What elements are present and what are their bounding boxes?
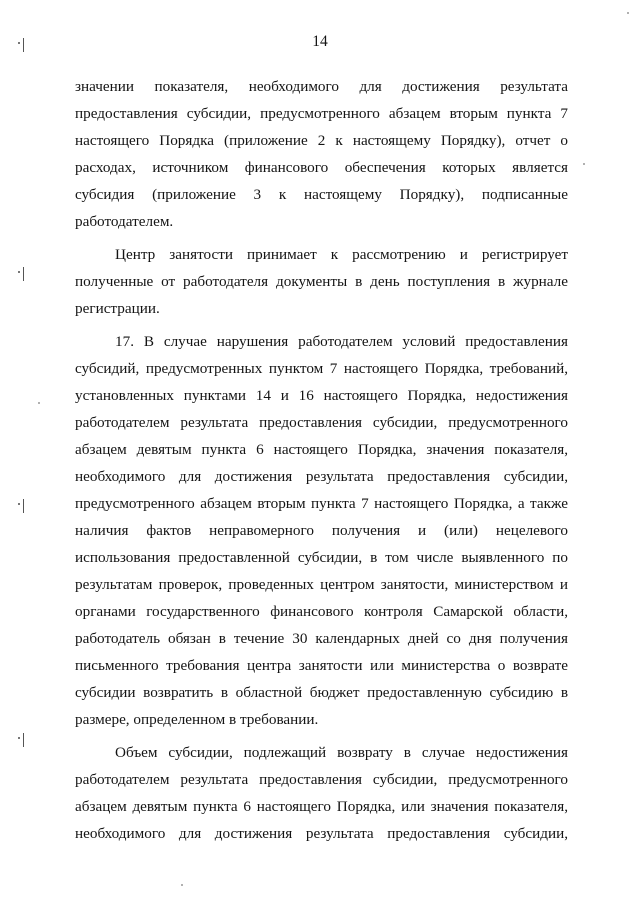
text-line: субсидий, предусмотренных пунктом 7 настоящего Порядка, требований, bbox=[75, 360, 568, 377]
scan-speck bbox=[38, 402, 40, 404]
text-line: необходимого для достижения результата предоставления субсидии, bbox=[75, 468, 568, 485]
paragraph bbox=[75, 73, 568, 235]
binding-hole-mark bbox=[18, 38, 26, 52]
text-line: предусмотренного абзацем вторым пункта 7 настоящего Порядка, а также bbox=[75, 495, 568, 512]
text-line: размере, определенном в требовании. bbox=[75, 711, 319, 728]
text-line: Центр занятости принимает к рассмотрению и регистрирует bbox=[115, 246, 568, 263]
scan-speck bbox=[583, 163, 585, 165]
document-body bbox=[75, 73, 568, 847]
text-line: регистрации. bbox=[75, 300, 160, 317]
scan-speck bbox=[627, 12, 629, 14]
scan-speck bbox=[181, 884, 183, 886]
text-line: результатам проверок, проведенных центром занятости, министерством и bbox=[75, 576, 568, 593]
text-line: работодателем результата предоставления субсидии, предусмотренного bbox=[75, 414, 568, 431]
text-line: органами государственного финансового контроля Самарской области, bbox=[75, 603, 568, 620]
text-line: субсидии возвратить в областной бюджет предоставленную субсидию в bbox=[75, 684, 568, 701]
paragraph bbox=[75, 739, 568, 847]
text-line: абзацем девятым пункта 6 настоящего Порядка, значения показателя, bbox=[75, 441, 568, 458]
text-line: письменного требования центра занятости или министерства о возврате bbox=[75, 657, 568, 674]
text-line: субсидия (приложение 3 к настоящему Порядку), подписанные bbox=[75, 186, 568, 203]
text-line: работодателем. bbox=[75, 213, 174, 230]
text-line: значении показателя, необходимого для достижения результата bbox=[75, 78, 568, 95]
text-line: установленных пунктами 14 и 16 настоящего Порядка, недостижения bbox=[75, 387, 568, 404]
text-line: использования предоставленной субсидии, в том числе выявленного по bbox=[75, 549, 568, 566]
text-line: абзацем девятым пункта 6 настоящего Порядка, или значения показателя, bbox=[75, 798, 568, 815]
text-line: полученные от работодателя документы в день поступления в журнале bbox=[75, 273, 568, 290]
text-line: настоящего Порядка (приложение 2 к настоящему Порядку), отчет о bbox=[75, 132, 568, 149]
binding-hole-mark bbox=[18, 733, 26, 747]
page-number: 14 bbox=[312, 33, 328, 50]
text-line: расходах, источником финансового обеспечения которых является bbox=[75, 159, 568, 176]
paragraph bbox=[75, 328, 568, 733]
text-line: работодателем результата предоставления субсидии, предусмотренного bbox=[75, 771, 568, 788]
text-line: необходимого для достижения результата предоставления субсидии, bbox=[75, 825, 568, 842]
binding-hole-mark bbox=[18, 499, 26, 513]
binding-hole-mark bbox=[18, 267, 26, 281]
text-line: Объем субсидии, подлежащий возврату в случае недостижения bbox=[115, 744, 568, 761]
paragraph bbox=[75, 241, 568, 322]
text-line: предоставления субсидии, предусмотренного абзацем вторым пункта 7 bbox=[75, 105, 568, 122]
text-line: наличия фактов неправомерного получения и (или) нецелевого bbox=[75, 522, 568, 539]
text-line: работодатель обязан в течение 30 календарных дней со дня получения bbox=[75, 630, 568, 647]
text-line: 17. В случае нарушения работодателем условий предоставления bbox=[115, 333, 568, 350]
